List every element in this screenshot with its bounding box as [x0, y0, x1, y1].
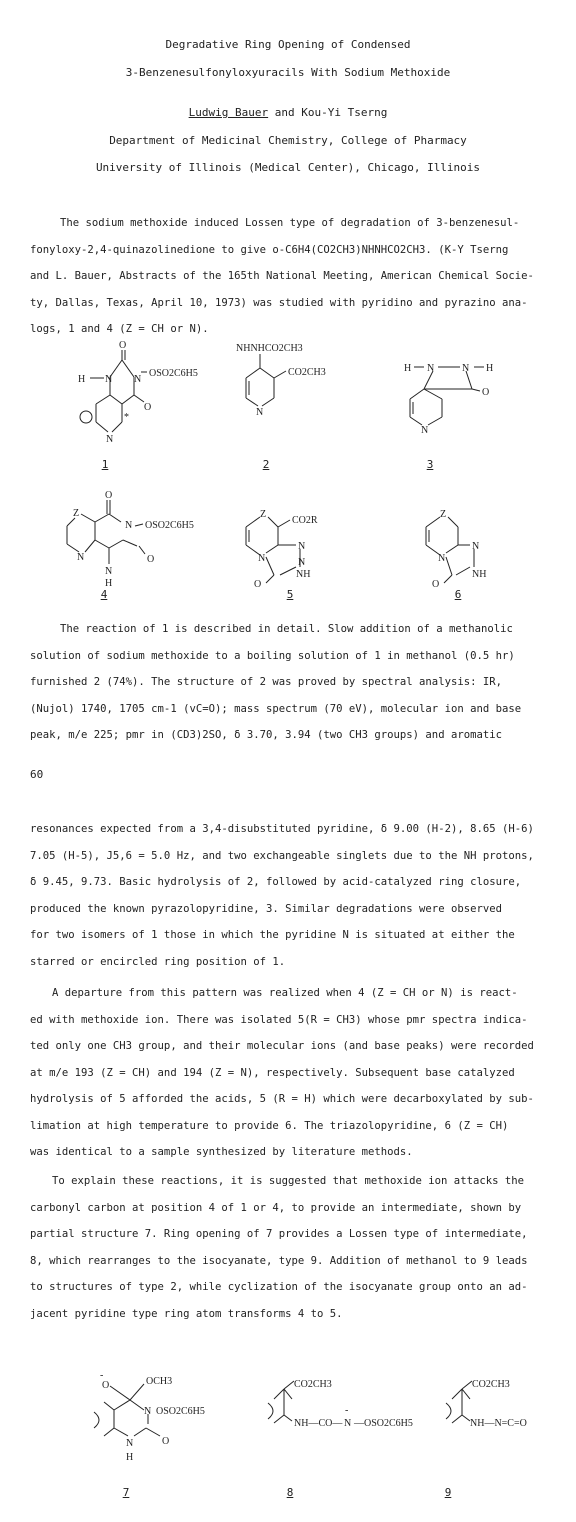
- explanation-line: to structures of type 2, while cyclization of the isocyanate group onto an ad-: [30, 1281, 528, 1293]
- s7-atom: -: [100, 1370, 104, 1381]
- s4-atom: N: [105, 566, 113, 577]
- structure-8-label: 8: [286, 1486, 294, 1499]
- departure-line: limation at high temperature to provide 6. The triazolopyridine, 6 (Z = CH): [30, 1119, 509, 1132]
- structure-1-label: 1: [101, 458, 109, 471]
- reaction-line: furnished 2 (74%). The structure of 2 was proved by spectral analysis: IR,: [30, 676, 502, 688]
- s7-atom: N: [126, 1438, 134, 1449]
- explanation-line: partial structure 7. Ring opening of 7 provides a Lossen type of intermediate,: [30, 1228, 528, 1240]
- structure-3-drawing: [400, 355, 520, 445]
- structure-8-drawing: [262, 1375, 442, 1455]
- departure-line: ted only one CH3 group, and their molecular ions (and base peaks) were recorded: [30, 1040, 534, 1052]
- structure-6: [420, 505, 540, 589]
- intro-line: ty, Dallas, Texas, April 10, 1973) was studied with pyridino and pyrazino ana-: [30, 296, 528, 309]
- title-line-2: 3-Benzenesulfonyloxyuracils With Sodium Methoxide: [125, 66, 451, 79]
- s1-atom: N: [106, 434, 114, 445]
- s3-atom: H: [404, 363, 412, 374]
- s6-atom: Z: [440, 509, 447, 520]
- structure-3: [400, 355, 520, 449]
- s5-atom: O: [254, 579, 262, 590]
- s5-atom: NH: [296, 569, 311, 580]
- s4-atom: Z: [73, 508, 80, 519]
- s8-atom: N: [344, 1418, 352, 1429]
- reaction-line: (Nujol) 1740, 1705 cm-1 (vC=O); mass spectrum (70 eV), molecular ion and base: [30, 702, 522, 715]
- explanation-line: carbonyl carbon at position 4 of 1 or 4, to provide an intermediate, shown by: [30, 1201, 522, 1214]
- structure-2-drawing: [230, 340, 350, 430]
- s2-atom: N: [256, 407, 264, 418]
- s8-atom: -: [345, 1405, 349, 1416]
- s9-atom: NH—N=C=O: [470, 1418, 527, 1429]
- s8-atom: CO2CH3: [294, 1379, 332, 1390]
- structure-9-drawing: [440, 1375, 560, 1455]
- s4-atom: H: [105, 578, 113, 589]
- s8-atom: —OSO2C6H5: [354, 1418, 413, 1429]
- s6-atom: NH: [472, 569, 487, 580]
- resonance-line: for two isomers of 1 those in which the pyridine N is situated at either the: [30, 929, 515, 941]
- s4-atom: N: [77, 552, 85, 563]
- departure-line: was identical to a sample synthesized by literature methods.: [30, 1146, 413, 1158]
- explanation-line: To explain these reactions, it is suggested that methoxide ion attacks the: [52, 1175, 524, 1187]
- s1-atom: O: [119, 340, 127, 351]
- structure-5-drawing: [240, 505, 360, 590]
- s3-atom: N: [462, 363, 470, 374]
- s1-atom: N: [105, 374, 113, 385]
- s1-atom: N: [134, 374, 142, 385]
- structure-9: [440, 1375, 560, 1459]
- s1-atom: H: [78, 374, 86, 385]
- explanation-paragraph: [30, 1168, 548, 1327]
- structure-1-drawing: [60, 340, 210, 460]
- s4-atom: OSO2C6H5: [145, 520, 194, 531]
- page-break: [0, 780, 576, 810]
- resonance-paragraph: [30, 816, 548, 975]
- page-number: 60: [30, 768, 44, 781]
- s7-atom: O: [102, 1380, 110, 1391]
- explanation-line: 8, which rearranges to the isocyanate, type 9. Addition of methanol to 9 leads: [30, 1254, 528, 1267]
- author-2: and Kou-Yi Tserng: [268, 106, 388, 119]
- structure-9-label: 9: [444, 1486, 452, 1499]
- structure-4: [65, 490, 215, 594]
- affiliation-2: University of Illinois (Medical Center), Chicago, Illinois: [95, 161, 481, 174]
- structure-2: [230, 340, 350, 434]
- s3-atom: O: [482, 387, 490, 398]
- s6-atom: N: [472, 541, 480, 552]
- departure-line: A departure from this pattern was realized when 4 (Z = CH or N) is react-: [52, 987, 518, 999]
- s1-atom: *: [124, 412, 129, 423]
- intro-line: and L. Bauer, Abstracts of the 165th National Meeting, American Chemical Socie-: [30, 270, 534, 282]
- structure-4-drawing: [65, 490, 215, 590]
- s7-atom: H: [126, 1452, 134, 1463]
- structure-7: [80, 1370, 250, 1484]
- structure-3-label: 3: [426, 458, 434, 471]
- author-1: Ludwig Bauer: [188, 106, 269, 119]
- s6-atom: O: [432, 579, 440, 590]
- structure-4-label: 4: [100, 588, 108, 601]
- s3-atom: N: [427, 363, 435, 374]
- structure-7-drawing: [80, 1370, 250, 1480]
- structure-5: [240, 505, 360, 589]
- departure-paragraph: [30, 980, 548, 1166]
- structure-6-label: 6: [454, 588, 462, 601]
- structure-5-label: 5: [286, 588, 294, 601]
- s3-atom: H: [486, 363, 494, 374]
- s4-atom: O: [147, 554, 155, 565]
- s1-atom: OSO2C6H5: [149, 368, 198, 379]
- s5-atom: Z: [260, 509, 267, 520]
- s5-atom: N: [258, 553, 266, 564]
- s4-atom: N: [125, 520, 133, 531]
- reaction-line: The reaction of 1 is described in detail. Slow addition of a methanolic: [60, 623, 513, 635]
- resonance-line: produced the known pyrazolopyridine, 3. Similar degradations were observed: [30, 902, 502, 915]
- structure-2-label: 2: [262, 458, 270, 471]
- authors: [0, 106, 576, 119]
- explanation-line: jacent pyridine type ring atom transforms 4 to 5.: [30, 1307, 343, 1320]
- structure-6-drawing: [420, 505, 540, 590]
- reaction-line: solution of sodium methoxide to a boiling solution of 1 in methanol (0.5 hr): [30, 649, 515, 662]
- intro-line: The sodium methoxide induced Lossen type of degradation of 3-benzenesul-: [60, 217, 520, 229]
- s5-atom: N: [298, 541, 306, 552]
- s5-atom: N: [298, 557, 306, 568]
- s2-atom: CO2CH3: [288, 367, 326, 378]
- resonance-line: resonances expected from a 3,4-disubstituted pyridine, δ 9.00 (H-2), 8.65 (H-6): [30, 823, 534, 835]
- s7-atom: O: [162, 1436, 170, 1447]
- s7-atom: OSO2C6H5: [156, 1406, 205, 1417]
- title-line-1: Degradative Ring Opening of Condensed: [165, 38, 411, 51]
- s2-atom: NHNHCO2CH3: [236, 343, 303, 354]
- structure-8: [262, 1375, 442, 1459]
- intro-line: logs, 1 and 4 (Z = CH or N).: [30, 323, 209, 335]
- departure-line: at m/e 193 (Z = CH) and 194 (Z = N), respectively. Subsequent base catalyzed: [30, 1066, 515, 1079]
- departure-line: ed with methoxide ion. There was isolated 5(R = CH3) whose pmr spectra indica-: [30, 1013, 528, 1026]
- s7-atom: OCH3: [146, 1376, 173, 1387]
- s8-atom: NH—CO—: [294, 1418, 343, 1429]
- s4-atom: O: [105, 490, 113, 501]
- s7-atom: N: [144, 1406, 152, 1417]
- reaction-line: peak, m/e 225; pmr in (CD3)2SO, δ 3.70, 3.94 (two CH3 groups) and aromatic: [30, 729, 502, 741]
- s1-atom: O: [144, 402, 152, 413]
- reaction-paragraph: [30, 616, 548, 749]
- s9-atom: CO2CH3: [472, 1379, 510, 1390]
- s6-atom: N: [438, 553, 446, 564]
- s5-atom: CO2R: [292, 515, 318, 526]
- intro-line: fonyloxy-2,4-quinazolinedione to give o-C6H4(CO2CH3)NHNHCO2CH3. (K-Y Tserng: [30, 243, 509, 256]
- resonance-line: δ 9.45, 9.73. Basic hydrolysis of 2, followed by acid-catalyzed ring closure,: [30, 876, 522, 888]
- affiliation-1: Department of Medicinal Chemistry, College of Pharmacy: [109, 134, 467, 147]
- resonance-line: 7.05 (H-5), J5,6 = 5.0 Hz, and two exchangeable singlets due to the NH protons,: [30, 849, 534, 862]
- intro-paragraph: [30, 210, 548, 343]
- resonance-line: starred or encircled ring position of 1.: [30, 955, 286, 968]
- structure-7-label: 7: [122, 1486, 130, 1499]
- s3-atom: N: [421, 425, 429, 436]
- structure-1: [60, 340, 210, 464]
- departure-line: hydrolysis of 5 afforded the acids, 5 (R = H) which were decarboxylated by sub-: [30, 1093, 534, 1105]
